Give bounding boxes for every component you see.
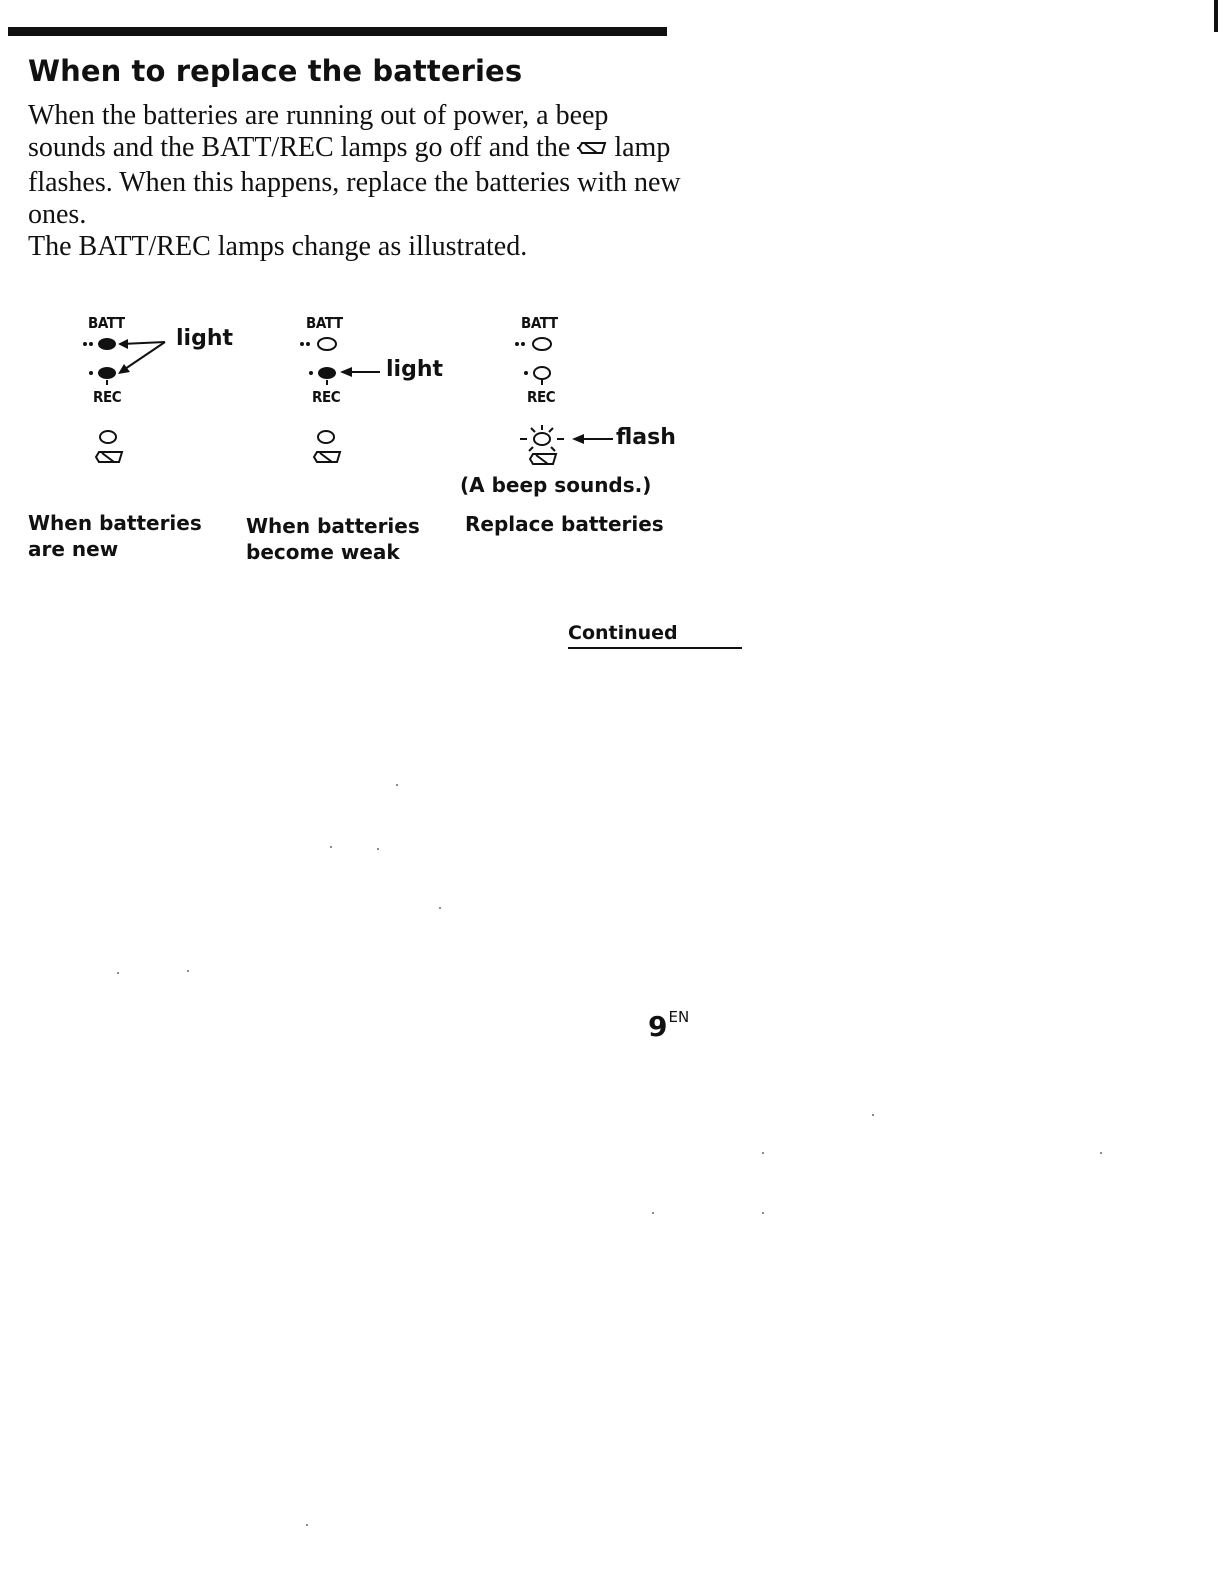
scan-speck xyxy=(762,1212,764,1214)
paragraph-2: The BATT/REC lamps change as illustrated. xyxy=(28,231,528,262)
scan-speck xyxy=(762,1152,764,1154)
page-number xyxy=(648,1008,689,1043)
page-number-value: 9 xyxy=(648,1010,668,1043)
state-1-rec-label: REC xyxy=(93,388,122,406)
state-2-battery-icon xyxy=(314,452,340,462)
scan-speck xyxy=(330,846,332,848)
state-3-rec-lamp xyxy=(534,367,550,379)
lamp-diagram xyxy=(0,300,760,580)
scan-speck xyxy=(396,784,398,786)
state-1-battery-lamp xyxy=(100,431,116,443)
state-3-indicator-word: flash xyxy=(616,425,676,450)
state-2-indicator-word: light xyxy=(386,357,444,382)
state-2-battery-lamp xyxy=(318,431,334,443)
battery-icon xyxy=(577,135,607,167)
state-3-battery-icon xyxy=(530,454,556,464)
state-3-caption: Replace batteries xyxy=(465,512,664,536)
state-3-rec-label: REC xyxy=(527,388,556,406)
state-3-note: (A beep sounds.) xyxy=(460,473,652,497)
scan-speck xyxy=(187,970,189,972)
paragraph-1-end: lamp flashes. When this happens, replace the batteries with new ones. xyxy=(28,132,681,230)
scan-speck xyxy=(117,972,119,974)
state-2-batt-label: BATT xyxy=(306,314,343,332)
state-3-batt-lamp xyxy=(533,338,551,350)
state-2-rec-lamp xyxy=(318,367,336,379)
state-3-batt-label: BATT xyxy=(521,314,558,332)
state-1-caption: When batteries are new xyxy=(28,511,202,561)
state-2-caption: When batteries become weak xyxy=(246,514,420,564)
edge-mark xyxy=(1214,0,1218,32)
scan-speck xyxy=(439,907,441,909)
scan-speck xyxy=(306,1524,308,1526)
state-2-rec-label: REC xyxy=(312,388,341,406)
continued-label: Continued xyxy=(568,622,742,649)
state-2-batt-lamp xyxy=(318,338,336,350)
scan-speck xyxy=(872,1114,874,1116)
paragraph-1-start: When the batteries are running out of power, a beep sounds and the BATT/REC lamps go off and the xyxy=(28,100,609,163)
state-1-battery-icon xyxy=(96,452,122,462)
top-rule xyxy=(8,27,667,36)
body-text xyxy=(28,100,688,263)
state-1-batt-lamp xyxy=(98,338,116,350)
state-3-battery-lamp xyxy=(534,433,550,445)
section-heading: When to replace the batteries xyxy=(28,54,523,88)
scan-speck xyxy=(652,1212,654,1214)
scan-speck xyxy=(1100,1152,1102,1154)
state-1-indicator-word: light xyxy=(176,326,234,351)
scan-speck xyxy=(377,848,379,850)
page-suffix: EN xyxy=(668,1008,690,1026)
state-1-batt-label: BATT xyxy=(88,314,125,332)
state-1-rec-lamp xyxy=(98,367,116,379)
paragraph-1 xyxy=(28,100,688,231)
